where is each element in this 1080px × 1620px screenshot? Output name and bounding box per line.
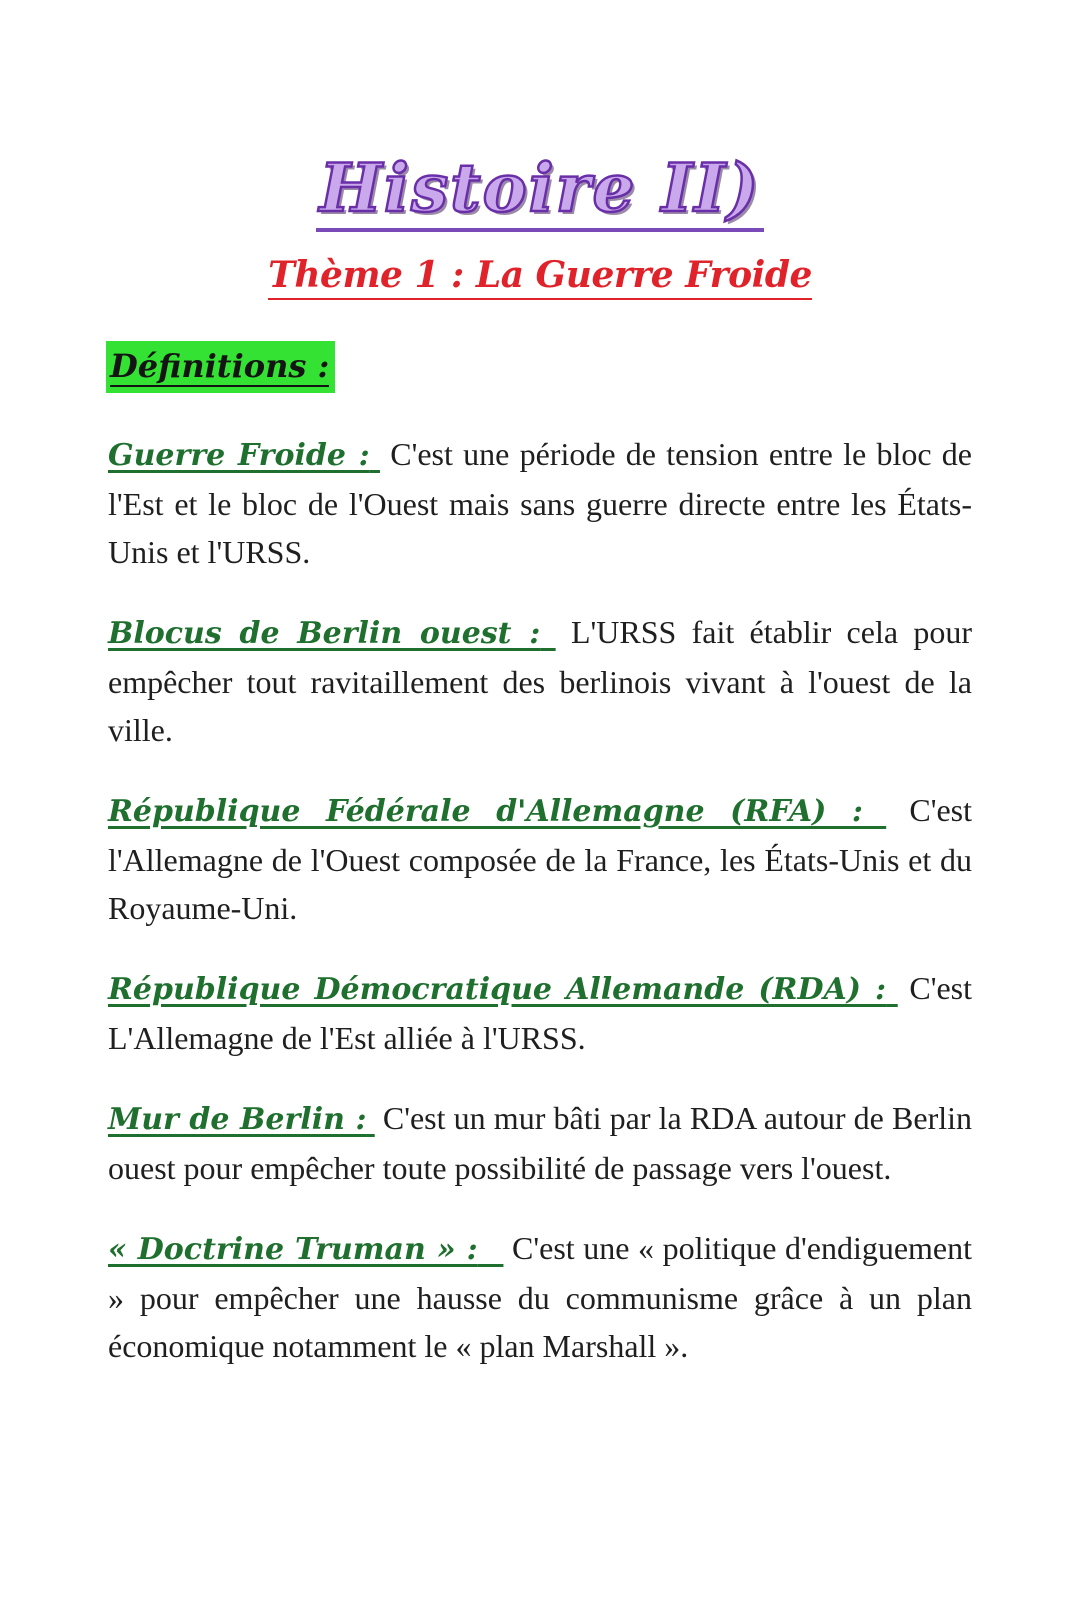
definition-guerre-froide — [108, 430, 972, 576]
definition-term: République Démocratique Allemande (RDA) : — [108, 972, 887, 1007]
definition-term: Mur de Berlin : — [108, 1102, 367, 1137]
theme-subtitle-text: Thème 1 : La Guerre Froide — [268, 252, 812, 300]
definition-text: C'est l'Allemagne de l'Ouest composée de la France, les États-Unis et du Royaume-Uni. — [108, 792, 973, 926]
definition-mur-berlin — [108, 1094, 972, 1192]
definition-term: Guerre Froide : — [108, 438, 370, 473]
definition-term: République Fédérale d'Allemagne (RFA) : — [108, 794, 864, 829]
page-title-text: Histoire II) — [316, 148, 765, 232]
definition-text: C'est une « politique d'endiguement » pour empêcher une hausse du communisme grâce à un plan économique notamment le « plan Marshall ». — [108, 1230, 973, 1364]
definition-term: Blocus de Berlin ouest : — [108, 616, 541, 651]
definition-text: L'URSS fait établir cela pour empêcher tout ravitaillement des berlinois vivant à l'ouest de la ville. — [108, 614, 973, 748]
definition-rfa — [108, 786, 972, 932]
definition-rda — [108, 964, 972, 1062]
definition-text: C'est L'Allemagne de l'Est alliée à l'URSS. — [108, 970, 973, 1056]
definitions-list — [108, 430, 972, 1402]
definition-text: C'est un mur bâti par la RDA autour de Berlin ouest pour empêcher toute possibilité de passage vers l'ouest. — [108, 1100, 972, 1186]
definitions-heading — [106, 341, 335, 393]
page-title — [0, 148, 1080, 232]
definition-blocus-berlin — [108, 608, 972, 754]
definitions-heading-text: Définitions : — [110, 347, 330, 385]
definition-term: « Doctrine Truman » : — [108, 1232, 478, 1267]
definition-text: C'est une période de tension entre le bloc de l'Est et le bloc de l'Ouest mais sans guerre directe entre les États-Unis et l'URSS. — [108, 436, 973, 570]
definition-doctrine-truman — [108, 1224, 972, 1370]
theme-subtitle — [0, 252, 1080, 300]
